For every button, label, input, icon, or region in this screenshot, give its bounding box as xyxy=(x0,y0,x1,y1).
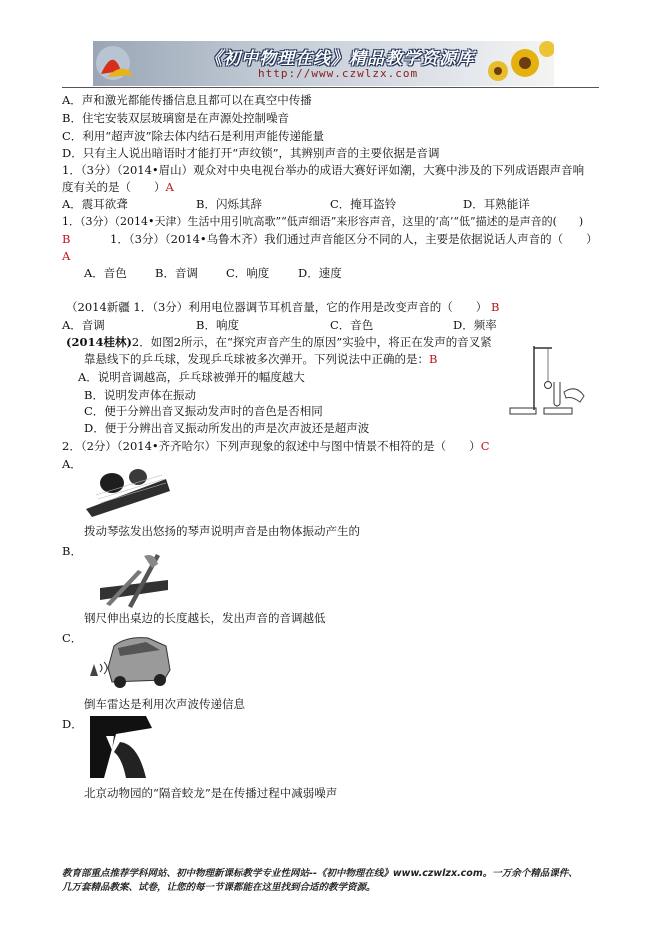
q4-option-c: C．音色 xyxy=(330,318,374,332)
q4-option-b: B．响度 xyxy=(196,318,239,332)
q5-source: (2014桂林) xyxy=(66,335,132,349)
q3-option-b: B．音调 xyxy=(155,266,198,280)
q5-option-c: C．便于分辨出音叉振动发声时的音色是否相同 xyxy=(84,404,323,418)
q6-option-b-label: B． xyxy=(62,544,82,558)
q6-stem: 2．（2分）（2014•齐齐哈尔）下列声现象的叙述中与图中情景不相符的是（ ）C xyxy=(62,439,490,453)
block1-option-d: D．只有主人说出暗语时才能打开“声纹锁”，其辨别声音的主要依据是音调 xyxy=(62,146,440,160)
q1-option-a: A．震耳欲聋 xyxy=(62,197,128,211)
q5-stem-line2: 靠悬线下的乒乓球，发现乒乓球被多次弹开。下列说法中正确的是：B xyxy=(84,352,438,366)
q6-option-b-text: 钢尺伸出桌边的长度越长，发出声音的音调越低 xyxy=(84,611,326,625)
q5-option-a: A．说明音调越高，乒乓球被弹开的幅度越大 xyxy=(78,370,305,384)
q5-stem-line1: (2014桂林)2．如图2所示，在“探究声音产生的原因”实验中，将正在发声的音叉紧 xyxy=(66,335,492,349)
banner-title: 《初中物理在线》精品教学资源库 xyxy=(205,49,475,69)
header-rule xyxy=(62,87,599,88)
q5-answer: B xyxy=(429,352,438,366)
q3-answer: A xyxy=(62,249,71,263)
q4-option-d: D．频率 xyxy=(453,318,497,332)
q1-option-d: D．耳熟能详 xyxy=(463,197,530,211)
q1-stem-line2: 度有关的是（ ）A xyxy=(62,180,174,194)
q6-option-c-text: 倒车雷达是利用次声波传递信息 xyxy=(84,697,245,711)
q3-option-c: C．响度 xyxy=(226,266,270,280)
q1-option-c: C．掩耳盗铃 xyxy=(330,197,397,211)
q4-stem: （2014新疆 1．（3分）利用电位器调节耳机音量，它的作用是改变声音的（ ） B xyxy=(66,300,500,314)
q6-option-d-text: 北京动物园的“隔音蛟龙”是在传播过程中减弱噪声 xyxy=(84,786,338,800)
q4-option-a: A．音调 xyxy=(62,318,105,332)
q6-option-d-label: D． xyxy=(62,717,83,731)
footer-line2: 几万套精品教案、试卷，让您的每一节课都能在这里找到合适的教学资源。 xyxy=(62,882,376,893)
q5-option-d: D．便于分辨出音叉振动所发出的声是次声波还是超声波 xyxy=(84,421,370,435)
footer-line1: 教育部重点推荐学科网站、初中物理新课标教学专业性网站--《初中物理在线》www.czwlzx.com。一万余个精品课件、 xyxy=(62,868,578,879)
guzheng-image xyxy=(82,465,172,517)
q2-stem: 1．（3分）（2014•天津）生活中用引吭高歌”“低声细语”来形容声音，这里的‘高’“低”描述的是声音的( ) xyxy=(62,215,584,228)
q3-stem: 1．（3分）（2014•乌鲁木齐）我们通过声音能区分不同的人，主要是依据说话人声音的（ ） xyxy=(110,232,598,246)
block1-option-c: C．利用“超声波”除去体内结石是利用声能传递能量 xyxy=(62,129,325,143)
q6-answer: C xyxy=(480,439,490,453)
q3-option-a: A．音色 xyxy=(84,266,127,280)
header-banner xyxy=(93,41,554,86)
car-radar-image xyxy=(86,628,174,690)
banner-url: http://www.czwlzx.com xyxy=(258,67,419,80)
noise-barrier-image xyxy=(86,714,154,780)
q6-option-c-label: C． xyxy=(62,631,83,645)
q1-stem-line1: 1．（3分）（2014•眉山）观众对中央电视台举办的成语大赛好评如潮，大赛中涉及的下列成语跟声音响 xyxy=(62,163,585,177)
q4-answer: B xyxy=(490,300,500,314)
block1-option-a: A．声和激光都能传播信息且都可以在真空中传播 xyxy=(62,93,312,107)
q2-answer: B xyxy=(62,232,71,246)
steel-ruler-image xyxy=(98,550,170,608)
q6-option-a-label: A． xyxy=(62,457,82,471)
block1-option-b: B．住宅安装双层玻璃窗是在声源处控制噪音 xyxy=(62,111,289,125)
q1-answer: A xyxy=(165,180,174,194)
tuning-fork-figure xyxy=(500,338,590,420)
q3-option-d: D．速度 xyxy=(298,266,342,280)
q6-option-a-text: 拨动琴弦发出悠扬的琴声说明声音是由物体振动产生的 xyxy=(84,524,360,538)
q1-option-b: B．闪烁其辞 xyxy=(196,197,262,211)
q5-option-b: B．说明发声体在振动 xyxy=(84,388,196,402)
